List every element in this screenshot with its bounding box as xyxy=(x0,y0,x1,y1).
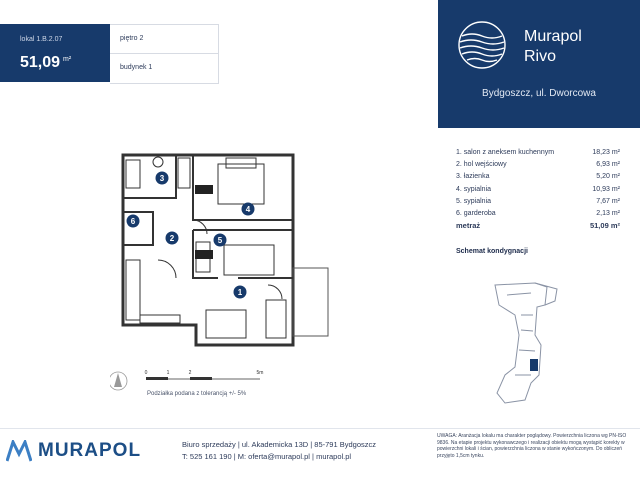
room-label-2: 2 xyxy=(169,234,175,243)
unit-area-value: 51,09 xyxy=(20,54,61,71)
floor-schema-title: Schemat kondygnacji xyxy=(456,248,528,255)
room-name: 6. garderoba xyxy=(456,209,496,217)
room-row xyxy=(456,208,620,220)
unit-summary-box xyxy=(0,24,110,82)
room-row xyxy=(456,159,620,171)
contact-info xyxy=(182,439,376,463)
room-row xyxy=(456,184,620,196)
room-row xyxy=(456,196,620,208)
murapol-m-logo-icon xyxy=(6,440,32,462)
room-area: 2,13 m² xyxy=(596,209,620,217)
floor-schema-diagram xyxy=(485,275,565,415)
project-location: Bydgoszcz, ul. Dworcowa xyxy=(482,88,596,99)
brand-box xyxy=(438,0,640,128)
project-name-line2: Rivo xyxy=(524,48,557,65)
room-label-4: 4 xyxy=(245,205,251,214)
room-name: 3. łazienka xyxy=(456,173,490,181)
scale-bar xyxy=(110,365,280,405)
room-area: 6,93 m² xyxy=(596,161,620,169)
room-area: 10,93 m² xyxy=(592,185,620,193)
room-area: 18,23 m² xyxy=(592,149,620,156)
scale-tick: 1 xyxy=(166,370,170,376)
unit-location-marker xyxy=(530,359,538,371)
floor-plan xyxy=(118,150,333,350)
building-label: budynek 1 xyxy=(110,53,218,81)
project-name xyxy=(524,27,582,67)
unit-area xyxy=(20,54,71,72)
contact-line-1: Biuro sprzedaży | ul. Akademicka 13D | 85-791 Bydgoszcz xyxy=(182,440,376,449)
room-label-3: 3 xyxy=(159,174,165,183)
room-label-1: 1 xyxy=(237,288,243,297)
room-area: 5,20 m² xyxy=(596,173,620,181)
total-label: metraż xyxy=(456,221,481,231)
total-row xyxy=(456,221,620,230)
room-name: 4. sypialnia xyxy=(456,185,492,193)
room-area: 7,67 m² xyxy=(596,197,620,205)
room-label-6: 6 xyxy=(130,217,136,226)
room-name: 5. sypialnia xyxy=(456,197,492,205)
scale-tick: 5m xyxy=(256,370,264,376)
floor-label: piętro 2 xyxy=(120,35,144,42)
footer-divider xyxy=(0,428,640,429)
unit-area-unit: m² xyxy=(63,55,72,63)
scale-tolerance-note: Podziałka podana z tolerancją +/- 5% xyxy=(147,391,247,397)
murapol-logo: MURAPOL xyxy=(38,440,142,461)
scale-tick: 0 xyxy=(144,370,148,376)
room-row xyxy=(456,171,620,183)
project-name-line1: Murapol xyxy=(524,28,582,45)
unit-label: lokal 1.B.2.07 xyxy=(20,36,63,43)
wave-globe-icon xyxy=(457,20,507,70)
room-name: 2. hol wejściowy xyxy=(456,161,507,169)
contact-line-2[interactable]: T: 525 161 190 | M: oferta@murapol.pl | murapol.pl xyxy=(182,452,352,461)
room-label-5: 5 xyxy=(217,236,223,245)
disclaimer-note: UWAGA: Aranżacja lokalu ma charakter poglądowy. Powierzchnia liczona wg PN-ISO 9836. Na etapie projektu wykonawczego i realizacji obiektu mogą wystąpić korekty w powierzchni lokali i ścian, powierzchnia liczona w stanie wykończonym. Do obliczeń przyjęto 1,5cm tynku. xyxy=(437,433,627,459)
unit-meta-box xyxy=(110,24,219,84)
total-area: 51,09 m² xyxy=(589,221,620,231)
rooms-table xyxy=(456,147,620,230)
room-name: 1. salon z aneksem kuchennym xyxy=(456,149,555,156)
room-row xyxy=(456,147,620,159)
scale-tick: 2 xyxy=(188,370,192,376)
